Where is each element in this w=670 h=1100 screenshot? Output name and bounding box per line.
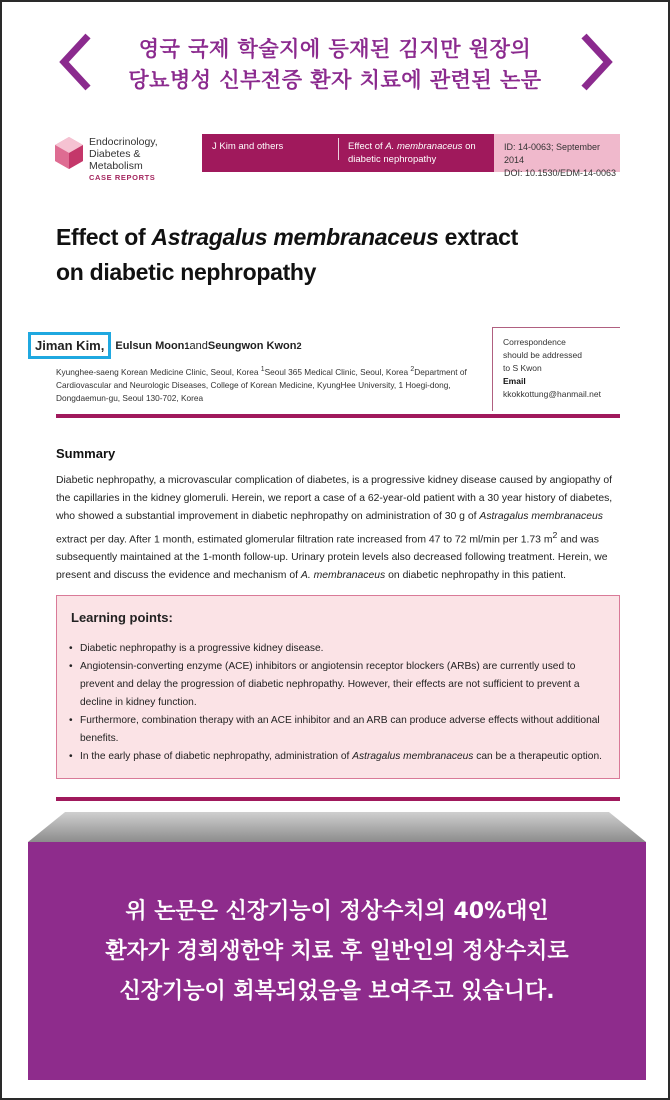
header-running-title	[348, 140, 476, 166]
section-rule-top	[56, 414, 620, 418]
summary-c: extract per day. After 1 month, estimated glomerular filtration rate increased from 47 to 72 ml/min per 1.73 m	[56, 534, 553, 546]
panel-line2: 환자가 경희생한약 치료 후 일반인의 정상수치로	[105, 939, 569, 964]
author-2: Eulsun Moon	[115, 339, 185, 352]
banner-title-line2: 당뇨병성 신부전증 환자 치료에 관련된 논문	[128, 68, 542, 92]
lp4-italic: Astragalus membranaceus	[352, 751, 474, 762]
summary-c-sup: 2	[552, 530, 558, 540]
article-title	[56, 220, 616, 290]
journal-header-bar	[202, 134, 494, 172]
corr-email-label: Email	[503, 376, 526, 386]
author-3: Seungwon Kwon	[207, 339, 297, 352]
journal-name	[89, 136, 194, 184]
header-species: A. membranaceus	[385, 141, 463, 152]
journal-name-line2: Diabetes & Metabolism	[89, 148, 143, 172]
panel-top-bevel	[28, 812, 646, 842]
summary-text	[56, 472, 620, 585]
corr-line3: to S Kwon	[503, 363, 542, 373]
header-topic: diabetic nephropathy	[348, 154, 437, 165]
chevron-right-icon[interactable]	[578, 32, 614, 92]
lp4-a: In the early phase of diabetic nephropathy, administration of	[80, 751, 353, 762]
title-line2: on diabetic nephropathy	[56, 259, 317, 285]
header-on: on	[465, 141, 476, 152]
learning-points-box	[56, 595, 620, 779]
banner-title	[102, 34, 568, 96]
article-doi: DOI: 10.1530/EDM-14-0063	[504, 168, 617, 178]
author-2-sup: 1	[184, 340, 190, 351]
title-italic: Astragalus membranaceus	[151, 224, 439, 250]
header-authors: J Kim and others	[212, 141, 284, 152]
panel-text	[28, 892, 646, 1012]
learning-points-title: Learning points:	[71, 610, 173, 625]
learning-point-2: • Angiotensin-converting enzyme (ACE) inhibitors or angiotensin receptor blockers (ARBs) are currently used to prevent and delay the progression of diabetic nephropathy. However, their effects are not sufficient to prevent a decline in kidney function.	[69, 658, 609, 712]
author-block	[35, 332, 486, 405]
summary-e: A. membranaceus	[300, 570, 386, 582]
author-3-sup: 2	[296, 340, 302, 351]
summary-f: on diabetic nephropathy in this patient.	[385, 570, 567, 582]
summary-b: Astragalus membranaceus	[479, 511, 603, 522]
learning-point-4	[69, 748, 609, 766]
title-part1: Effect of	[56, 224, 152, 250]
affiliations	[56, 363, 496, 405]
summary-a: Diabetic nephropathy, a microvascular complication of diabetes, is a progressive kidney disease caused by angiopathy of the capillaries in the kidney glomeruli. Herein, we report a case of a 62-year-old patient with a 30 year history of diabetes, who showed a substantial improvement in diabetic nephropathy on administration of 30 g of	[56, 475, 613, 522]
corr-line2: should be addressed	[503, 350, 582, 360]
corr-email: kkokkottung@hanmail.net	[503, 389, 601, 399]
chevron-left-icon[interactable]	[58, 32, 94, 92]
panel-line3: 신장기능이 회복되었음을 보여주고 있습니다.	[119, 979, 555, 1004]
author-line	[35, 332, 486, 359]
summary-d: and was subsequently maintained at the 1-month follow-up. Urinary protein levels also decreased following treatment. Herein, we present and discuss the evidence and mechanism of	[56, 534, 608, 582]
affil-3-sup: 2	[410, 366, 415, 373]
title-part2: extract	[438, 224, 518, 250]
top-banner	[2, 2, 668, 122]
section-rule-bottom	[56, 797, 620, 801]
journal-name-line1: Endocrinology,	[89, 136, 158, 148]
journal-id-box	[494, 134, 620, 178]
header-effect-of: Effect of	[348, 141, 383, 152]
affil-1: Kyunghee-saeng Korean Medicine Clinic, Seoul, Korea	[56, 366, 261, 377]
affil-2: Seoul 365 Medical Clinic, Seoul, Korea	[264, 366, 411, 377]
summary-panel	[28, 842, 646, 1080]
author-and: and	[189, 339, 208, 352]
learning-point-1: • Diabetic nephropathy is a progressive kidney disease.	[69, 640, 609, 658]
journal-logo	[54, 136, 194, 182]
panel-line1: 위 논문은 신장기능이 정상수치의 40%대인	[125, 899, 549, 924]
correspondence-box	[492, 327, 620, 411]
lp4-b: can be a therapeutic option.	[473, 751, 602, 762]
banner-title-line1: 영국 국제 학술지에 등재된 김지만 원장의	[138, 37, 532, 61]
journal-name-line3: CASE REPORTS	[89, 173, 156, 182]
article-id: ID: 14-0063; September 2014	[504, 142, 601, 165]
affil-3: Department of Cardiovascular and Neurologic Diseases, College of Korean Medicine, KyungHee University, 1 Hoegi-dong, Dongdaemun-gu, Seoul 130-702, Korea	[56, 366, 467, 403]
learning-points-list	[69, 640, 609, 766]
journal-cube-logo-icon	[54, 136, 84, 170]
header-divider	[338, 138, 339, 160]
corr-line1: Correspondence	[503, 337, 566, 347]
affil-2-sup: 1	[260, 366, 265, 373]
learning-point-3: • Furthermore, combination therapy with an ACE inhibitor and an ARB can produce adverse effects without additional benefits.	[69, 712, 609, 748]
highlighted-author: Jiman Kim,	[28, 332, 111, 359]
summary-heading: Summary	[56, 446, 116, 461]
paper-image	[2, 122, 668, 812]
